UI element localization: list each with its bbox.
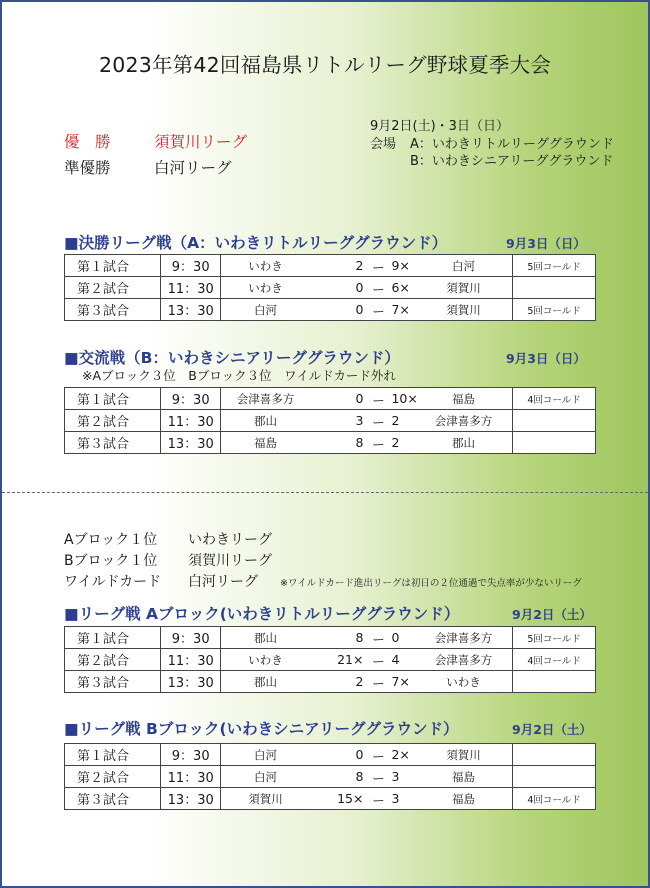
champion-label: 優 勝 (64, 133, 111, 151)
away-team: 須賀川 (446, 748, 481, 762)
score-dash: ー (372, 437, 385, 452)
away-score: 10× (391, 391, 418, 406)
table-row (65, 255, 596, 277)
game-number: 第２試合 (65, 277, 161, 299)
score-cell (221, 671, 513, 693)
away-team: 会津喜多方 (434, 631, 493, 645)
game-time: 13：30 (160, 671, 221, 693)
table-row (65, 388, 596, 410)
game-number: 第２試合 (65, 410, 161, 432)
game-time: 11：30 (160, 410, 221, 432)
game-number: 第２試合 (65, 649, 161, 671)
game-note (513, 432, 596, 454)
runnerup-label: 準優勝 (64, 159, 111, 177)
block-b-table (64, 743, 596, 810)
table-row (65, 627, 596, 649)
event-dates: 9月2日(土)・3日（日） (370, 119, 509, 134)
exchange-table (64, 387, 596, 454)
game-note: 4回コールド (513, 649, 596, 671)
score-dash: ー (372, 654, 385, 669)
score-dash: ー (372, 632, 385, 647)
game-time: 13：30 (160, 788, 221, 810)
score-dash: ー (372, 282, 385, 297)
away-score: 7× (391, 302, 410, 317)
away-team: 福島 (451, 770, 475, 784)
home-team: 郡山 (253, 631, 277, 645)
game-note: 5回コールド (513, 627, 596, 649)
away-score: 2 (391, 435, 400, 450)
game-time: 11：30 (160, 766, 221, 788)
section-date-block-a: 9月2日（土） (512, 607, 592, 622)
score-cell (221, 388, 513, 410)
game-note: 5回コールド (513, 299, 596, 321)
game-number: 第３試合 (65, 432, 161, 454)
champion-team: 須賀川リーグ (154, 133, 248, 151)
game-number: 第３試合 (65, 671, 161, 693)
game-note (513, 766, 596, 788)
b-first-team: 須賀川リーグ (188, 553, 272, 569)
score-cell (221, 627, 513, 649)
game-time: 9：30 (160, 744, 221, 766)
score-cell (221, 410, 513, 432)
game-note (513, 277, 596, 299)
section-date-exchange: 9月3日（日） (506, 351, 586, 366)
game-number: 第１試合 (65, 388, 161, 410)
home-team: 須賀川 (248, 792, 283, 806)
away-team: 須賀川 (446, 303, 481, 317)
game-note (513, 744, 596, 766)
section-title-exchange: ■交流戦（B：いわきシニアリーググラウンド） (64, 349, 400, 367)
exchange-note: ※Aブロック３位 Bブロック３位 ワイルドカード外れ (82, 368, 396, 383)
game-note (513, 410, 596, 432)
block-a-table (64, 626, 596, 693)
home-score: 8 (355, 435, 364, 450)
score-cell (221, 766, 513, 788)
section-date-final-league: 9月3日（日） (506, 236, 586, 251)
final-league-table (64, 254, 596, 321)
game-number: 第１試合 (65, 627, 161, 649)
score-cell (221, 788, 513, 810)
venue-label: 会場 (370, 137, 397, 152)
away-score: 3 (391, 791, 400, 806)
game-number: 第２試合 (65, 766, 161, 788)
score-dash: ー (372, 415, 385, 430)
away-team: 会津喜多方 (434, 653, 493, 667)
game-time: 9：30 (160, 627, 221, 649)
table-row (65, 277, 596, 299)
b-first-label: Bブロック１位 (64, 553, 158, 569)
game-time: 13：30 (160, 299, 221, 321)
game-time: 11：30 (160, 277, 221, 299)
venue-b: B：いわきシニアリーググラウンド (410, 154, 614, 169)
game-number: 第１試合 (65, 744, 161, 766)
home-team: 白河 (253, 303, 277, 317)
a-first-label: Aブロック１位 (64, 532, 158, 548)
score-dash: ー (372, 304, 385, 319)
section-divider (2, 492, 648, 493)
game-time: 13：30 (160, 432, 221, 454)
home-score: 15× (337, 791, 364, 806)
away-team: 須賀川 (446, 281, 481, 295)
table-row (65, 649, 596, 671)
runnerup-team: 白河リーグ (154, 159, 232, 177)
home-team: 白河 (253, 748, 277, 762)
away-score: 7× (391, 674, 410, 689)
a-first-team: いわきリーグ (188, 532, 272, 548)
home-team: いわき (248, 259, 283, 273)
home-score: 8 (355, 630, 364, 645)
table-row (65, 410, 596, 432)
wildcard-team: 白河リーグ (188, 574, 258, 590)
home-score: 2 (355, 258, 364, 273)
home-score: 21× (337, 652, 364, 667)
home-score: 8 (355, 769, 364, 784)
away-team: 郡山 (451, 436, 475, 450)
game-number: 第１試合 (65, 255, 161, 277)
table-row (65, 788, 596, 810)
home-team: 福島 (253, 436, 277, 450)
home-team: 白河 (253, 770, 277, 784)
game-note: 4回コールド (513, 388, 596, 410)
away-score: 9× (391, 258, 410, 273)
score-cell (221, 432, 513, 454)
away-team: 福島 (451, 792, 475, 806)
home-team: 郡山 (253, 414, 277, 428)
home-team: 郡山 (253, 675, 277, 689)
score-cell (221, 277, 513, 299)
away-score: 0 (391, 630, 400, 645)
game-time: 9：30 (160, 388, 221, 410)
score-cell (221, 299, 513, 321)
home-score: 0 (355, 391, 364, 406)
game-time: 11：30 (160, 649, 221, 671)
away-team: 福島 (451, 392, 475, 406)
home-team: いわき (248, 281, 283, 295)
score-cell (221, 744, 513, 766)
table-row (65, 766, 596, 788)
away-score: 6× (391, 280, 410, 295)
wildcard-note: ※ワイルドカード進出リーグは初日の２位通過で失点率が少ないリーグ (280, 578, 582, 589)
away-team: 会津喜多方 (434, 414, 493, 428)
game-note (513, 671, 596, 693)
page-title: 2023年第42回福島県リトルリーグ野球夏季大会 (98, 53, 552, 77)
home-score: 3 (355, 413, 364, 428)
table-row (65, 299, 596, 321)
score-cell (221, 255, 513, 277)
home-score: 0 (355, 747, 364, 762)
section-title-final-league: ■決勝リーグ戦（A：いわきリトルリーググラウンド） (64, 234, 448, 252)
section-title-block-b: ■リーグ戦 Bブロック(いわきシニアリーググラウンド） (64, 720, 459, 738)
away-score: 2 (391, 413, 400, 428)
wildcard-label: ワイルドカード (64, 574, 162, 590)
section-date-block-b: 9月2日（土） (512, 722, 592, 737)
section-title-block-a: ■リーグ戦 Aブロック(いわきリトルリーググラウンド） (64, 605, 460, 623)
score-dash: ー (372, 771, 385, 786)
table-row (65, 744, 596, 766)
score-dash: ー (372, 393, 385, 408)
away-score: 3 (391, 769, 400, 784)
score-dash: ー (372, 749, 385, 764)
game-number: 第３試合 (65, 788, 161, 810)
home-team: いわき (248, 653, 283, 667)
away-score: 4 (391, 652, 400, 667)
score-dash: ー (372, 260, 385, 275)
home-team: 会津喜多方 (236, 392, 295, 406)
score-dash: ー (372, 676, 385, 691)
home-score: 2 (355, 674, 364, 689)
away-team: いわき (446, 675, 481, 689)
home-score: 0 (355, 302, 364, 317)
game-number: 第３試合 (65, 299, 161, 321)
game-note: 5回コールド (513, 255, 596, 277)
home-score: 0 (355, 280, 364, 295)
away-score: 2× (391, 747, 410, 762)
game-time: 9：30 (160, 255, 221, 277)
game-note: 4回コールド (513, 788, 596, 810)
venue-a: A：いわきリトルリーググラウンド (410, 137, 614, 152)
score-cell (221, 649, 513, 671)
table-row (65, 432, 596, 454)
table-row (65, 671, 596, 693)
away-team: 白河 (451, 259, 475, 273)
score-dash: ー (372, 793, 385, 808)
